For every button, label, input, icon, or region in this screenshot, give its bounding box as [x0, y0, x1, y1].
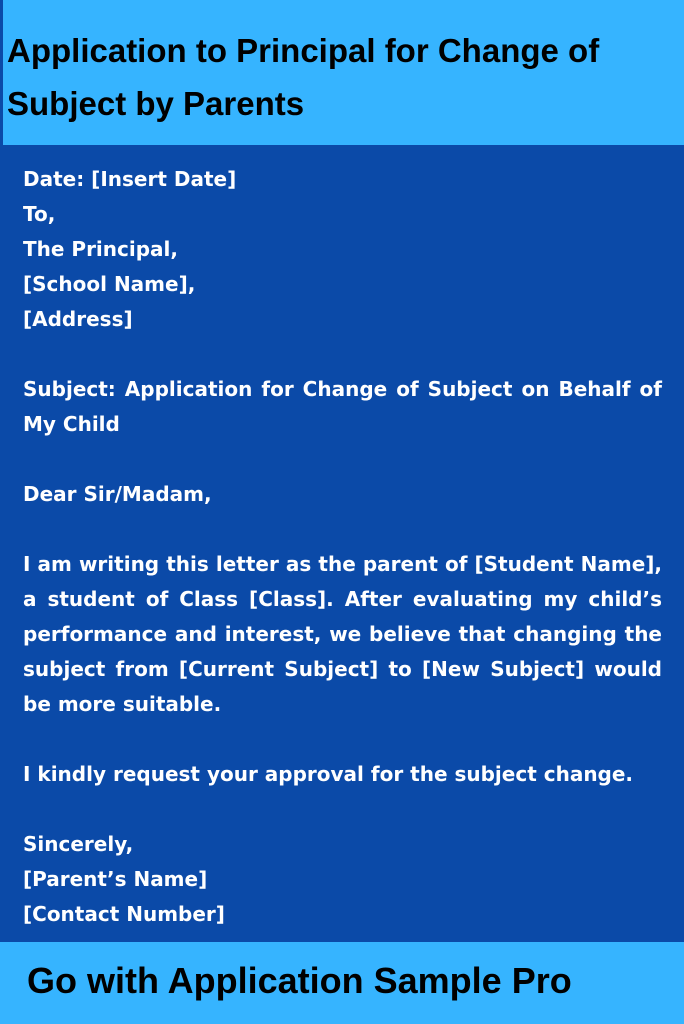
letter-contact-number: [Contact Number]	[23, 902, 225, 926]
spacer	[23, 442, 662, 477]
header-edge-stripe	[0, 0, 3, 145]
spacer	[23, 337, 662, 372]
letter-body-paragraph: I am writing this letter as the parent of [Student Name], a student of Class [Class]. After evaluating my child’s performance and interest, we believe that changing the subject from [Current Subject] to [New Subject] would be more suitable.	[23, 552, 662, 716]
letter-to: To,	[23, 202, 56, 226]
page-title: Application to Principal for Change of Subject by Parents	[7, 32, 600, 122]
page-header	[0, 0, 684, 145]
letter-date: Date: [Insert Date]	[23, 167, 237, 191]
letter-panel	[0, 145, 684, 942]
page-footer	[0, 942, 684, 1024]
letter-body	[23, 162, 662, 932]
spacer	[23, 792, 662, 827]
letter-salutation: Dear Sir/Madam,	[23, 482, 212, 506]
letter-recipient: The Principal,	[23, 237, 178, 261]
spacer	[23, 722, 662, 757]
letter-request: I kindly request your approval for the subject change.	[23, 762, 634, 786]
letter-subject: Subject: Application for Change of Subject on Behalf of My Child	[23, 377, 662, 436]
letter-address: [Address]	[23, 307, 133, 331]
letter-closing: Sincerely,	[23, 832, 134, 856]
footer-tagline: Go with Application Sample Pro	[27, 960, 572, 1001]
letter-school-name: [School Name],	[23, 272, 196, 296]
spacer	[23, 512, 662, 547]
letter-parent-name: [Parent’s Name]	[23, 867, 208, 891]
